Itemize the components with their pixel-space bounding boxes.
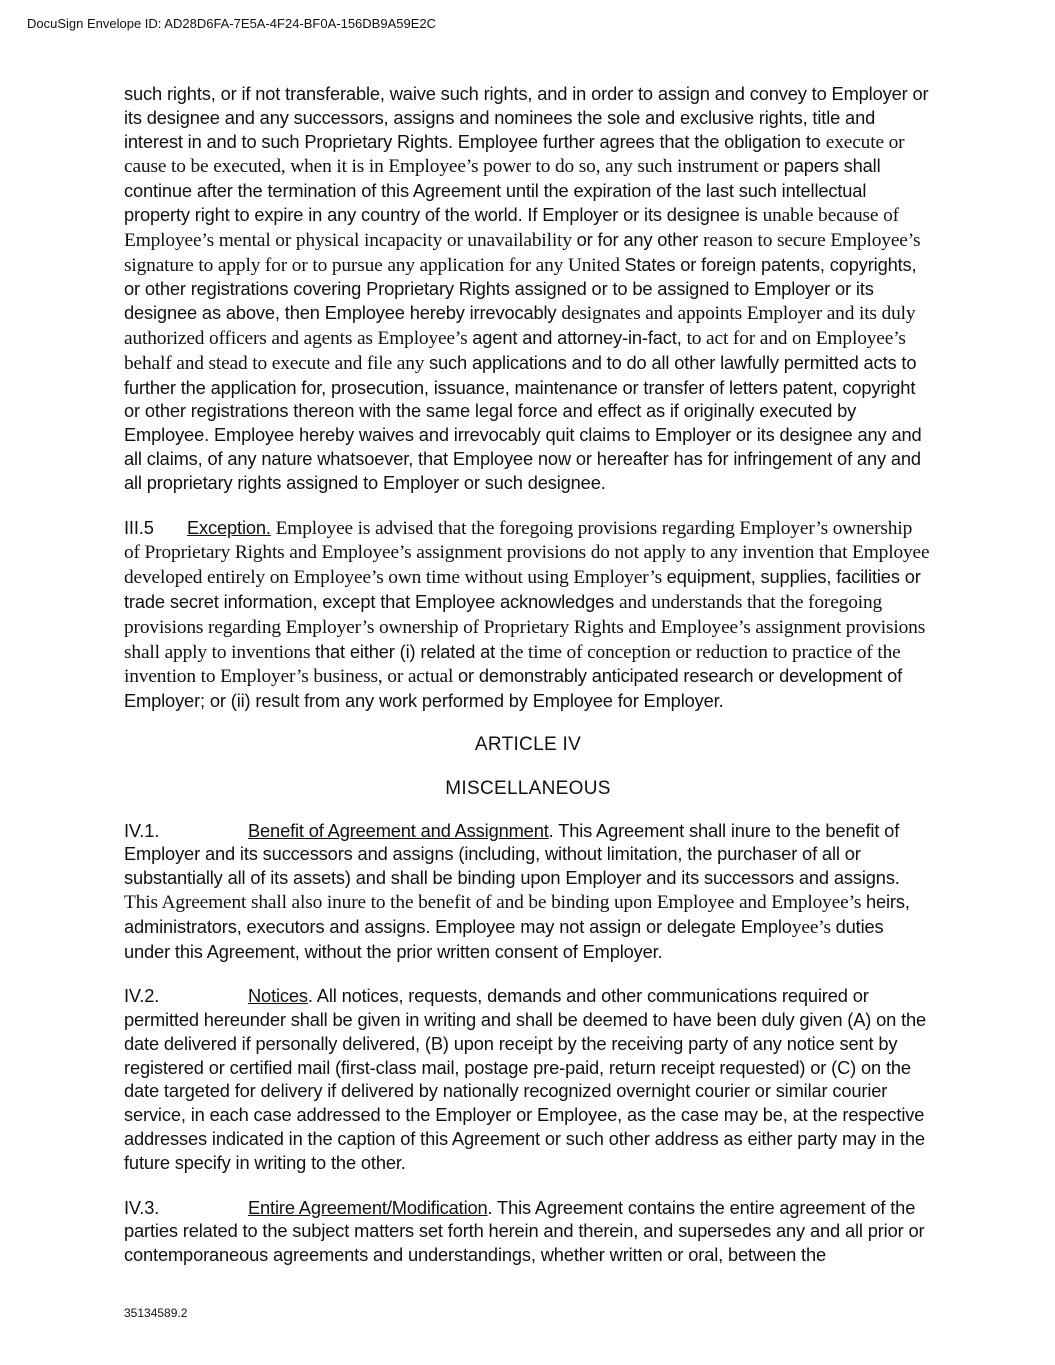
section-number: IV.1. [124, 819, 160, 841]
envelope-id: DocuSign Envelope ID: AD28D6FA-7E5A-4F24-BF0A-156DB9A59E2C [27, 16, 436, 31]
text-run: States or foreign patents, copyrights, or other registrations covering Proprietary Rights assigned or to be assigned to Employer or its designee as above, then Employee hereby irrevocably [124, 253, 917, 324]
section-title: Entire Agreement/Modification [248, 1196, 488, 1218]
text-run: duties under this Agreement, without the prior written consent of Employer. [124, 915, 884, 962]
continuation-paragraph [124, 82, 932, 495]
text-run: or demonstrably anticipated research or development of Employer; or (ii) result from any work performed by Employee for Employer. [124, 665, 903, 712]
text-run: Employee is advised that the foregoing provisions regarding Employer’s ownership of Proprietary Rights and Employee’s assignment provisions do not apply to any invention that Employee developed entirely on Employee’s own time without using Employer’s [124, 517, 930, 589]
article-subtitle: MISCELLANEOUS [445, 777, 611, 799]
text-run: that either (i) related at [315, 640, 501, 662]
section-number: IV.3. [124, 1196, 160, 1218]
text-run: This Agreement shall also inure to the benefit of and be binding upon Employee and Employee’s [124, 891, 866, 913]
text-run: agent and attorney-in-fact, [472, 326, 687, 348]
section-title: Benefit of Agreement and Assignment [248, 819, 549, 841]
text-run: the time of conception or reduction to practice of the invention to Employer’s business, or actual [124, 641, 901, 688]
section-number: III.5 [124, 516, 154, 538]
text-run: designates and appoints Employer and its duly authorized officers and agents as Employee’s [124, 303, 916, 349]
article-title: ARTICLE IV [474, 733, 582, 755]
section-iv-2 [124, 984, 932, 1174]
document-number: 35134589.2 [124, 1306, 188, 1320]
section-iv-1 [124, 819, 932, 964]
exception-paragraph [124, 516, 932, 713]
text-run: and understands that the foregoing provisions regarding Employer’s ownership of Proprietary Rights and Employee’s assignment provisions shall apply to inventions [124, 591, 926, 663]
text-run: or for any other [576, 228, 704, 250]
document-body [124, 82, 932, 1267]
text-run: yee’s [791, 916, 836, 938]
text-run: reason to secure Employee’s signature to apply for or to pursue any application for any United [124, 229, 921, 276]
text-run: to act for and on Employee’s behalf and stead to execute and file any [124, 327, 906, 374]
section-title: Notices [248, 985, 308, 1007]
text-run: papers shall continue after the termination of this Agreement until the expiration of the last such intellectual property right to expire in any country of the world. If Employer or its designee is [124, 155, 881, 225]
text-run: execute or cause to be executed, when it is in Employee’s power to do so, any such instrument or [124, 131, 905, 178]
text-run: . This Agreement contains the entire agreement of the parties related to the subject matters set forth herein and therein, and supersedes any and all prior or contemporaneous agreements and understandings, whether written or oral, between the [124, 1196, 925, 1266]
text-run: equipment, supplies, facilities or trade secret information, except that Employee acknowledges [124, 566, 921, 612]
text-run: unable because of Employee’s mental or physical incapacity or unavailability [124, 204, 899, 251]
text-run: such applications and to do all other lawfully permitted acts to further the application for, prosecution, issuance, maintenance or transfer of letters patent, copyright or other registrations thereon with the same legal force and effect as if originally executed by Employee. Employee hereby waives and irrevocably quit claims to Employer or its designee any and all claims, of any nature whatsoever, that Employee now or hereafter has for infringement of any and all proprietary rights assigned to Employer or such designee. [124, 351, 922, 493]
text-run: such rights, or if not transferable, waive such rights, and in order to assign and convey to Employer or its designee and any successors, assigns and nominees the sole and exclusive rights, title and interest in and to such Proprietary Rights. Employee further agrees that the obligation to [124, 83, 929, 152]
text-run: . All notices, requests, demands and other communications required or permitted hereunder shall be given in writing and shall be deemed to have been duly given (A) on the date delivered if personally delivered, (B) upon receipt by the receiving party of any notice sent by registered or certified mail (first-class mail, postage pre-paid, return receipt requested) or (C) on the date targeted for delivery if delivered by nationally recognized overnight courier or similar courier service, in each case addressed to the Employer or Employee, as the case may be, at the respective addresses indicated in the caption of this Agreement or such other address as either party may in the future specify in writing to the other. [124, 985, 927, 1173]
text-run: . This Agreement shall inure to the benefit of Employer and its successors and assigns (including, without limitation, the purchaser of all or substantially all of its assets) and shall be binding upon Employer and its successors and assigns. [124, 819, 900, 889]
section-title: Exception. [187, 516, 271, 538]
text-run: heirs, administrators, executors and assigns. Employee may not assign or delegate Emplo [124, 890, 910, 937]
section-number: IV.2. [124, 985, 160, 1007]
section-iv-3 [124, 1196, 932, 1267]
